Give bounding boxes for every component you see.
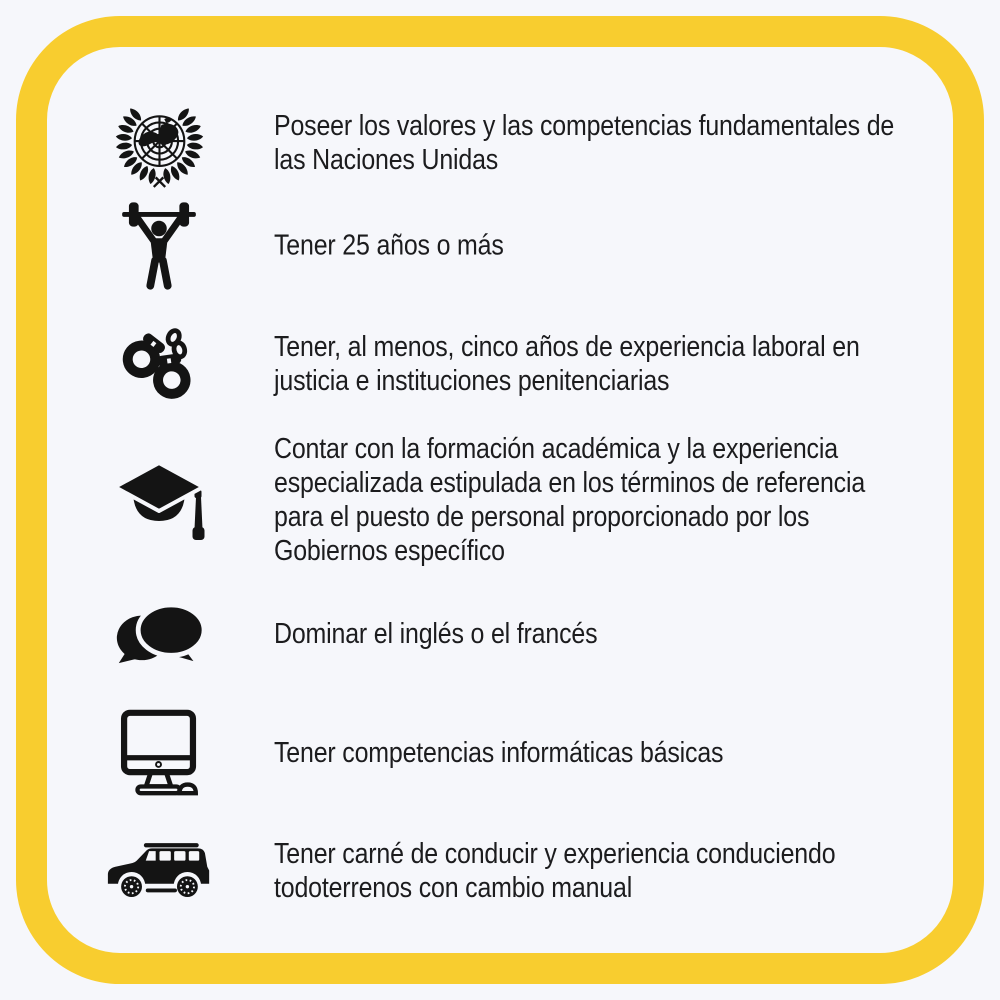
text-line: Tener, al menos, cinco años de experiencia laboral en [274, 331, 860, 363]
un-emblem-icon [102, 96, 216, 190]
text-line: para el puesto de personal proporcionado por los [274, 501, 810, 533]
weightlifter-icon [102, 197, 216, 294]
text-line: las Naciones Unidas [274, 144, 499, 176]
requirement-item-it-skills [47, 709, 953, 797]
speech-bubbles-icon [102, 601, 216, 667]
jeep-icon [102, 841, 216, 902]
requirement-text [274, 228, 504, 262]
text-line: Gobiernos específico [274, 535, 505, 567]
requirement-item-un-values [47, 96, 953, 190]
text-line: Dominar el inglés o el francés [274, 618, 598, 650]
requirement-text [274, 617, 597, 651]
handcuffs-icon [102, 323, 216, 405]
requirement-text [274, 109, 894, 177]
requirement-item-academic-background [47, 432, 953, 568]
requirement-item-driving [47, 837, 953, 905]
requirement-item-work-experience [47, 323, 953, 405]
text-line: justicia e instituciones penitenciarias [274, 365, 670, 397]
requirement-text [274, 330, 860, 398]
requirement-text [274, 837, 835, 905]
text-line: Tener carné de conducir y experiencia conduciendo [274, 838, 836, 870]
text-line: todoterrenos con cambio manual [274, 872, 633, 904]
requirement-item-languages [47, 601, 953, 667]
requirement-item-minimum-age [47, 197, 953, 294]
text-line: Contar con la formación académica y la experiencia [274, 433, 838, 465]
text-line: Tener 25 años o más [274, 229, 504, 261]
graduation-cap-icon [102, 457, 216, 544]
text-line: Poseer los valores y las competencias fundamentales de [274, 110, 895, 142]
text-line: especializada estipulada en los términos de referencia [274, 467, 866, 499]
text-line: Tener competencias informáticas básicas [274, 737, 724, 769]
requirement-text [274, 736, 723, 770]
desktop-computer-icon [102, 709, 216, 797]
requirement-text [274, 432, 865, 568]
